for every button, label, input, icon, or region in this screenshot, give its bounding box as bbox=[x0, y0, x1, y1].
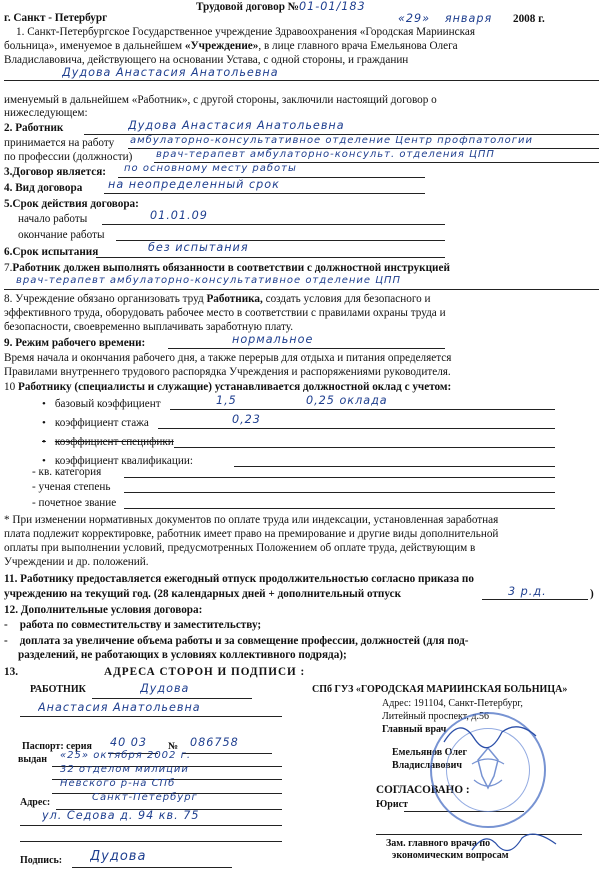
issued-label: выдан bbox=[18, 754, 48, 765]
date-day: «29» bbox=[398, 12, 431, 25]
note-line3: оплаты при выполнении условий, предусмотренных Положением об оплате труда, действующим в bbox=[4, 542, 476, 554]
p10-title-label: - почетное звание bbox=[32, 497, 117, 509]
note-line1: * При изменении нормативных документов по оплате труда или индексации, установленная заработная bbox=[4, 514, 499, 526]
issued-by-2: Невского р-на СПб bbox=[60, 778, 176, 789]
p10-line1: 10 Работнику (специалисты и служащие) устанавливается должностной оклад с учетом: bbox=[4, 381, 452, 393]
p9-line2: Время начала и окончания рабочего дня, а также перерыв для отдыха и питания определяется bbox=[4, 352, 452, 364]
p2-line2: принимается на работу bbox=[4, 137, 115, 149]
employer-chief-name-1: Емельянов Олег bbox=[392, 747, 468, 758]
p4-label: 4. Вид договора bbox=[4, 182, 83, 194]
p8-line3: безопасности, своевременно выплачивать заработную плату. bbox=[4, 321, 293, 333]
agreed-label: СОГЛАСОВАНО : bbox=[376, 784, 470, 796]
p5-end-label: окончание работы bbox=[18, 229, 105, 241]
p10-spec-line bbox=[174, 435, 555, 448]
employer-chief-name-2: Владиславович bbox=[392, 760, 463, 771]
deputy-signature-icon bbox=[470, 828, 560, 858]
p3-handwritten: по основному месту работы bbox=[124, 163, 297, 174]
p7-line1: 7.Работник должен выполнять обязанности в соответствии с должностной инструкцией bbox=[4, 262, 450, 274]
passport-number-label: № bbox=[168, 741, 179, 752]
p8-line1: 8. Учреждение обязано организовать труд Работника, создать условия для безопасного и bbox=[4, 293, 431, 305]
p9-label: 9. Режим рабочего времени: bbox=[4, 337, 146, 349]
city: г. Санкт - Петербург bbox=[4, 12, 108, 24]
p6-label: 6.Срок испытания bbox=[4, 246, 99, 258]
p9-handwritten: нормальное bbox=[232, 333, 314, 346]
p13-title: АДРЕСА СТОРОН И ПОДПИСИ : bbox=[104, 666, 306, 678]
address-handwritten-2: ул. Седова д. 94 кв. 75 bbox=[42, 809, 200, 822]
p1-line6: нижеследующем: bbox=[4, 107, 88, 119]
p9-line3: Правилами внутреннего трудового распорядка Учреждения и распоряжениями руководителя. bbox=[4, 366, 451, 378]
passport-series: 40 03 bbox=[110, 736, 148, 749]
date-year: 2008 г. bbox=[512, 13, 545, 25]
chief-signature-icon bbox=[440, 712, 560, 752]
p1-line5: именуемый в дальнейшем «Работник», с другой стороны, заключили настоящий договор о bbox=[4, 94, 437, 106]
p1-handwritten-name: Дудова Анастасия Анатольевна bbox=[62, 66, 279, 79]
issued-by: 32 отделом милиции bbox=[60, 764, 189, 775]
p1-line3: Владиславовича, действующего на основании Устава, с одной стороны, и гражданин bbox=[4, 54, 409, 66]
p5-start-label: начало работы bbox=[18, 213, 88, 225]
p2-handwritten-profession: врач-терапевт амбулаторно-консульт. отделения ЦПП bbox=[156, 149, 495, 160]
p10-degree-label: - ученая степень bbox=[32, 481, 111, 493]
p13-num: 13. bbox=[4, 666, 18, 678]
address-handwritten: Санкт-Петербург bbox=[92, 792, 198, 803]
employer-org: СПб ГУЗ «ГОРОДСКАЯ МАРИИНСКАЯ БОЛЬНИЦА» bbox=[312, 684, 568, 695]
worker-label: РАБОТНИК bbox=[30, 684, 86, 695]
p6-handwritten: без испытания bbox=[148, 241, 249, 254]
passport-number: 086758 bbox=[190, 736, 239, 749]
date-month: января bbox=[444, 12, 493, 25]
worker-surname: Дудова bbox=[140, 682, 190, 695]
p10-category-line bbox=[124, 465, 555, 478]
p2-handwritten-name: Дудова Анастасия Анатольевна bbox=[128, 119, 345, 132]
p2-line3: по профессии (должности) bbox=[4, 151, 133, 163]
p3-label: 3.Договор является: bbox=[4, 166, 106, 178]
deputy-label-1: Зам. главного врача по bbox=[386, 838, 491, 849]
note-line4: Учреждении и др. положений. bbox=[4, 556, 149, 568]
contract-date bbox=[398, 12, 601, 26]
p10-base-handwritten: 1,5 bbox=[216, 394, 237, 407]
p10-spec-label: • коэффициент специфики bbox=[42, 436, 174, 449]
p10-base-label: • базовый коэффициент bbox=[42, 398, 601, 411]
p8-line2: эффективного труда, оборудовать рабочее место в соответствии с правилами охраны труда и bbox=[4, 307, 446, 319]
address-label: Адрес: bbox=[20, 797, 51, 808]
p5-end-line bbox=[116, 228, 445, 241]
p11-close: ) bbox=[590, 588, 594, 600]
employer-chief-title: Главный врач bbox=[382, 724, 447, 735]
contract-title: Трудовой договор №01-01/183 bbox=[196, 0, 366, 13]
p10-category-label: - кв. категория bbox=[32, 466, 102, 478]
p10-base-handwritten-2: 0,25 оклада bbox=[306, 394, 388, 407]
worker-name: Анастасия Анатольевна bbox=[38, 701, 201, 714]
p10-stazh-label: • коэффициент стажа bbox=[42, 417, 601, 430]
worker-signature: Дудова bbox=[90, 850, 147, 864]
signature-label: Подпись: bbox=[20, 855, 63, 866]
lawyer-label: Юрист bbox=[376, 799, 408, 810]
employer-address-1: Адрес: 191104, Санкт-Петербург, bbox=[382, 698, 523, 709]
p5-label: 5.Срок действия договора: bbox=[4, 198, 139, 210]
p2-label: 2. Работник bbox=[4, 122, 64, 134]
p12-item2: - доплата за увеличение объема работы и за совмещение профессии, должностей (для под- bbox=[4, 635, 469, 647]
p1-line2: больница», именуемое в дальнейшем «Учреждение», в лице главного врача Емельянова Олега bbox=[4, 40, 458, 52]
passport-label: Паспорт: серия bbox=[22, 741, 92, 752]
p5-start-handwritten: 01.01.09 bbox=[150, 209, 208, 222]
p11-line2: учреждению на текущий год. (28 календарных дней + дополнительный отпуск bbox=[4, 588, 402, 600]
issued-date: «25» октября 2002 г. bbox=[60, 750, 192, 761]
deputy-label-2: экономическим вопросам bbox=[392, 850, 509, 861]
p12-label: 12. Дополнительные условия договора: bbox=[4, 604, 203, 616]
employer-address-2: Литейный проспект, д.56 bbox=[382, 711, 489, 722]
address-line-3 bbox=[20, 829, 282, 842]
p10-degree-line bbox=[124, 480, 555, 493]
p12-item1: - работа по совместительству и заместительству; bbox=[4, 619, 262, 631]
p10-stazh-handwritten: 0,23 bbox=[232, 413, 261, 426]
p7-handwritten: врач-терапевт амбулаторно-консультативное отделение ЦПП bbox=[16, 275, 402, 286]
p1-line1: 1. Санкт-Петербургское Государственное учреждение Здравоохранения «Городская Мариинская bbox=[16, 26, 475, 38]
p10-kval-label: • коэффициент квалификации: bbox=[42, 455, 601, 468]
p4-handwritten: на неопределенный срок bbox=[108, 178, 280, 191]
p11-line1: 11. Работнику предоставляется ежегодный отпуск продолжительностью согласно приказа по bbox=[4, 573, 474, 585]
p11-handwritten: 3 р.д. bbox=[508, 585, 547, 598]
p12-item3: разделений, не работающих в условиях коллективного подряда); bbox=[18, 649, 347, 661]
contract-number: 01-01/183 bbox=[298, 0, 366, 13]
p10-title-line bbox=[124, 496, 555, 509]
note-line2: плата подлежит корректировке, работник имеет право на премирование и другие виды дополнительной bbox=[4, 528, 499, 540]
p2-handwritten-work: амбулаторно-консультативное отделение Центр профпатологии bbox=[130, 135, 534, 146]
